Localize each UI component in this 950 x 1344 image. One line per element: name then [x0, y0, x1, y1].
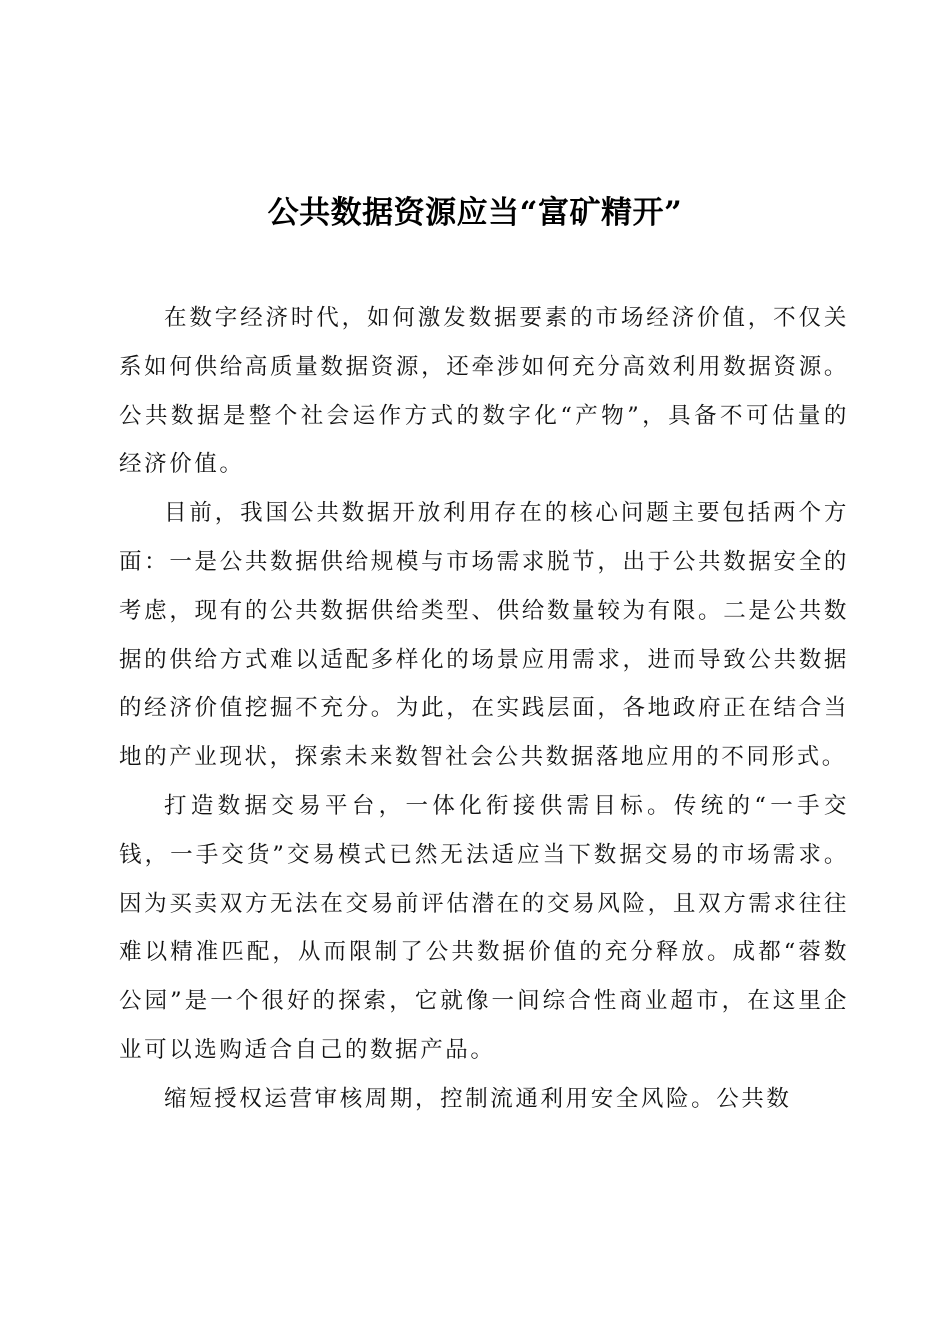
- document-body: [119, 294, 849, 1124]
- paragraph: 打造数据交易平台，一体化衔接供需目标。传统的“一手交钱，一手交货”交易模式已然无法适应当下数据交易的市场需求。因为买卖双方无法在交易前评估潜在的交易风险，且双方需求往往难以精准匹配，从而限制了公共数据价值的充分释放。成都“蓉数公园”是一个很好的探索，它就像一间综合性商业超市，在这里企业可以选购适合自己的数据产品。: [119, 792, 849, 1063]
- paragraph: 目前，我国公共数据开放利用存在的核心问题主要包括两个方面：一是公共数据供给规模与市场需求脱节，出于公共数据安全的考虑，现有的公共数据供给类型、供给数量较为有限。二是公共数据的供给方式难以适配多样化的场景应用需求，进而导致公共数据的经济价值挖掘不充分。为此，在实践层面，各地政府正在结合当地的产业现状，探索未来数智社会公共数据落地应用的不同形式。: [119, 500, 849, 771]
- paragraph: 在数字经济时代，如何激发数据要素的市场经济价值，不仅关系如何供给高质量数据资源，还牵涉如何充分高效利用数据资源。公共数据是整个社会运作方式的数字化“产物”，具备不可估量的经济价值。: [119, 305, 849, 478]
- paragraph: 缩短授权运营审核周期，控制流通利用安全风险。公共数: [164, 1085, 792, 1112]
- document-title: 公共数据资源应当“富矿精开”: [267, 195, 683, 231]
